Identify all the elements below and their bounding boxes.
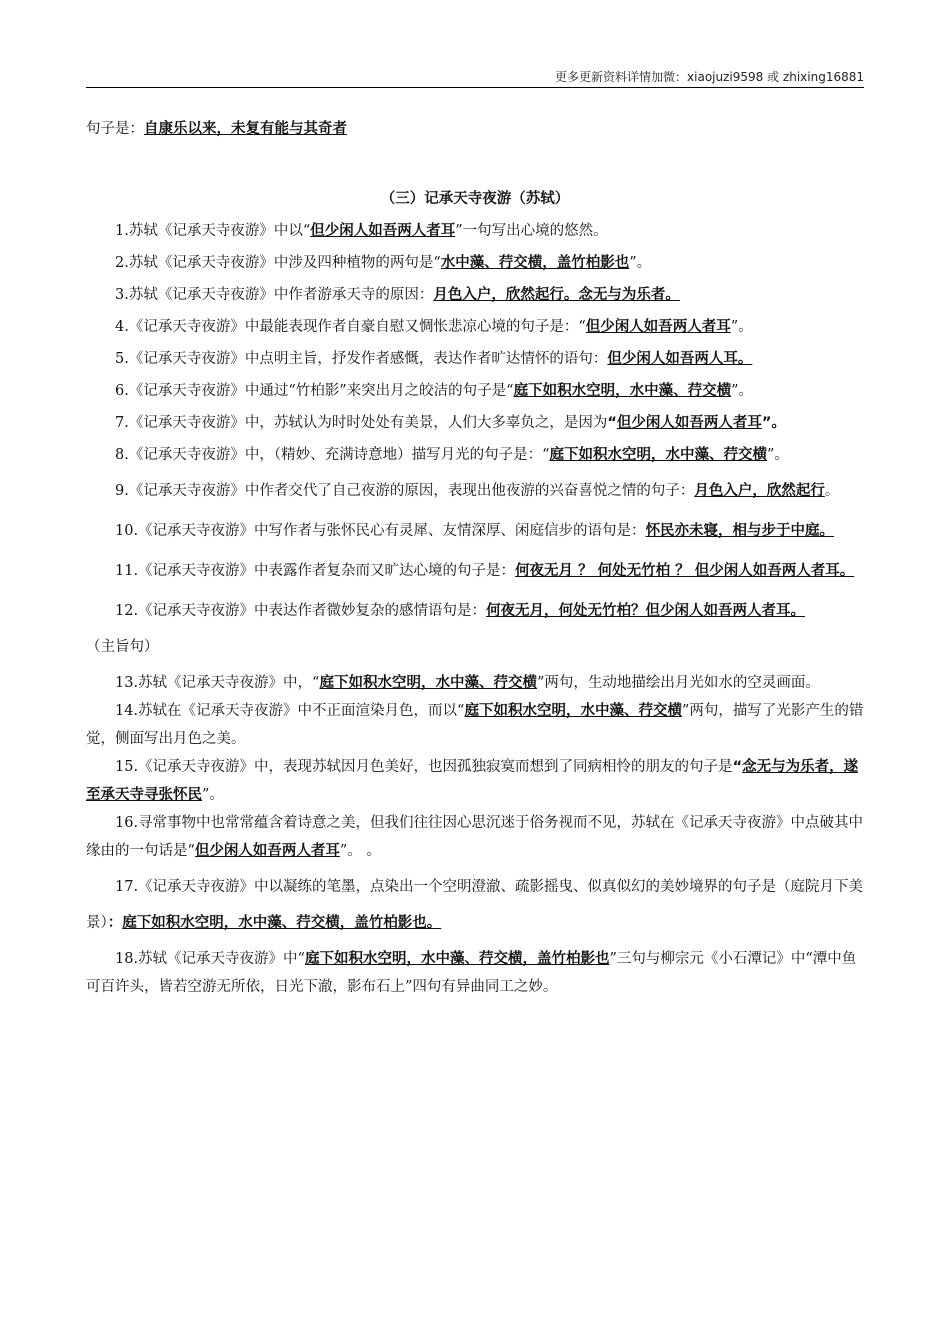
item-text: 8.《记承天寺夜游》中，（精妙、充满诗意地）描写月光的句子是：“ [115, 447, 550, 463]
item-text: ”。 [767, 447, 789, 463]
item-6 [86, 377, 864, 405]
item-answer: 但少闲人如吾两人者耳 [585, 319, 731, 335]
item-answer: 庭下如积水空明，水中藻、荇交横，盖竹柏影也 [304, 951, 610, 967]
item-quote: “ [607, 415, 617, 431]
item-answer: 月色入户，欣然起行。念无与为乐者。 [433, 287, 680, 303]
item-13 [86, 669, 864, 697]
item-text: 6.《记承天寺夜游》中通过“竹柏影”来突出月之皎洁的句子是“ [115, 383, 514, 399]
item-text: （主旨句） [86, 639, 159, 655]
item-text: ”两句，描写了光影产生的错觉，侧面写出月色之美。 [86, 703, 864, 747]
item-answer: 庭下如积水空明，水中藻、荇交横 [319, 675, 537, 691]
item-5 [86, 345, 864, 373]
item-text: 。 [824, 483, 840, 499]
section-title: （三）记承天寺夜游（苏轼） [380, 191, 570, 207]
item-17 [86, 869, 864, 941]
item-text: 16.寻常事物中也常常蕴含着诗意之美，但我们往往因心思沉迷于俗务视而不见，苏轼在《记承天寺夜游》中点破其中缘由的一句话是“ [86, 815, 864, 859]
intro-label: 句子是： [86, 121, 144, 137]
item-15 [86, 753, 864, 809]
document-body [86, 115, 864, 1001]
item-text: ”。 [730, 319, 753, 335]
item-answer: 但少闲人如吾两人耳。 [607, 351, 753, 367]
item-text: 4.《记承天寺夜游》中最能表现作者自豪自慰又惆怅悲凉心境的句子是：“ [115, 319, 586, 335]
item-answer: 水中藻、荇交横，盖竹柏影也 [440, 255, 630, 271]
item-answer: 月色入户， [694, 483, 767, 499]
item-colon: ： [107, 915, 123, 931]
item-quote: “ [732, 759, 743, 775]
item-8 [86, 441, 864, 469]
item-answer: 何夜无月，何处无竹柏？但少闲人如吾两人者耳。 [486, 603, 806, 619]
item-9 [86, 473, 864, 509]
item-10 [86, 513, 864, 549]
item-answer: 但少闲人如吾两人者耳 [310, 223, 456, 239]
item-text: ”三句与柳宗元《小石潭记》中“潭中鱼可百许头，皆若空游无所依，日光下澈，影布石上”四句有异曲同工之妙。 [86, 951, 857, 995]
item-answer: 庭下如积水空明，水中藻、荇交横 [549, 447, 767, 463]
item-answer: 何夜无月 ？ 何处无竹柏 ？ 但少闲人如吾两人者耳。 [515, 563, 855, 579]
item-text: 2.苏轼《记承天寺夜游》中涉及四种植物的两句是“ [115, 255, 441, 271]
item-text: 5.《记承天寺夜游》中点明主旨，抒发作者感慨，表达作者旷达情怀的语句： [115, 351, 608, 367]
item-text: 15.《记承天寺夜游》中，表现苏轼因月色美好，也因孤独寂寞而想到了同病相怜的朋友的句子是 [115, 759, 733, 775]
item-quote: ”。 [761, 415, 786, 431]
item-text: ”。 [629, 255, 652, 271]
item-answer: 庭下如积水空明，水中藻、荇交横，盖竹柏影也。 [122, 915, 442, 931]
item-4 [86, 313, 864, 341]
item-text: ”。 [731, 383, 753, 399]
page-header: 更多更新资料详情加微：xiaojuzi9598 或 zhixing16881 [555, 70, 864, 84]
item-answer: 但少闲人如吾两人者耳 [616, 415, 762, 431]
item-3 [86, 281, 864, 309]
item-text: 7.《记承天寺夜游》中，苏轼认为时时处处有美景，人们大多辜负之，是因为 [115, 415, 608, 431]
item-answer: 怀民亦未寝，相与步于中庭。 [645, 523, 835, 539]
intro-answer: 自康乐以来，未复有能与其奇者 [144, 121, 347, 137]
item-2 [86, 249, 864, 277]
item-11 [86, 553, 864, 589]
item-text: ”一句写出心境的悠然。 [455, 223, 608, 239]
item-12 [86, 593, 864, 665]
item-text: 12.《记承天寺夜游》中表达作者微妙复杂的感情语句是： [115, 603, 487, 619]
item-answer: 念无与为乐者，遂至承天寺寻张怀民 [86, 759, 859, 803]
item-text: 3.苏轼《记承天寺夜游》中作者游承天寺的原因： [115, 287, 434, 303]
item-text: 17.《记承天寺夜游》中以凝练的笔墨，点染出一个空明澄澈、疏影摇曳、似真似幻的美妙境界的句子是（庭院月下美景） [86, 879, 864, 931]
item-text: 13.苏轼《记承天寺夜游》中，“ [115, 675, 320, 691]
item-text: ”。 。 [339, 843, 381, 859]
item-18 [86, 945, 864, 1001]
item-text: ”两句，生动地描绘出月光如水的空灵画面。 [536, 675, 820, 691]
item-answer: 欣然起行 [766, 483, 825, 499]
header-rule [86, 87, 864, 88]
item-7 [86, 409, 864, 437]
item-text: 18.苏轼《记承天寺夜游》中“ [115, 951, 305, 967]
item-text: 14.苏轼在《记承天寺夜游》中不正面渲染月色，而以“ [115, 703, 465, 719]
item-text: 11.《记承天寺夜游》中表露作者复杂而又旷达心境的句子是： [115, 563, 516, 579]
item-1 [86, 217, 864, 245]
item-answer: 庭下如积水空明，水中藻、荇交横 [513, 383, 732, 399]
item-16 [86, 809, 864, 865]
item-text: 10.《记承天寺夜游》中写作者与张怀民心有灵犀、友情深厚、闲庭信步的语句是： [115, 523, 646, 539]
item-text: 9.《记承天寺夜游》中作者交代了自己夜游的原因，表现出他夜游的兴奋喜悦之情的句子： [115, 483, 695, 499]
item-text: ”。 [202, 787, 224, 803]
item-text: 1.苏轼《记承天寺夜游》中以“ [115, 223, 311, 239]
item-answer: 但少闲人如吾两人者耳 [194, 843, 340, 859]
item-answer: 庭下如积水空明，水中藻、荇交横 [464, 703, 682, 719]
intro-line [86, 115, 864, 143]
item-14 [86, 697, 864, 753]
